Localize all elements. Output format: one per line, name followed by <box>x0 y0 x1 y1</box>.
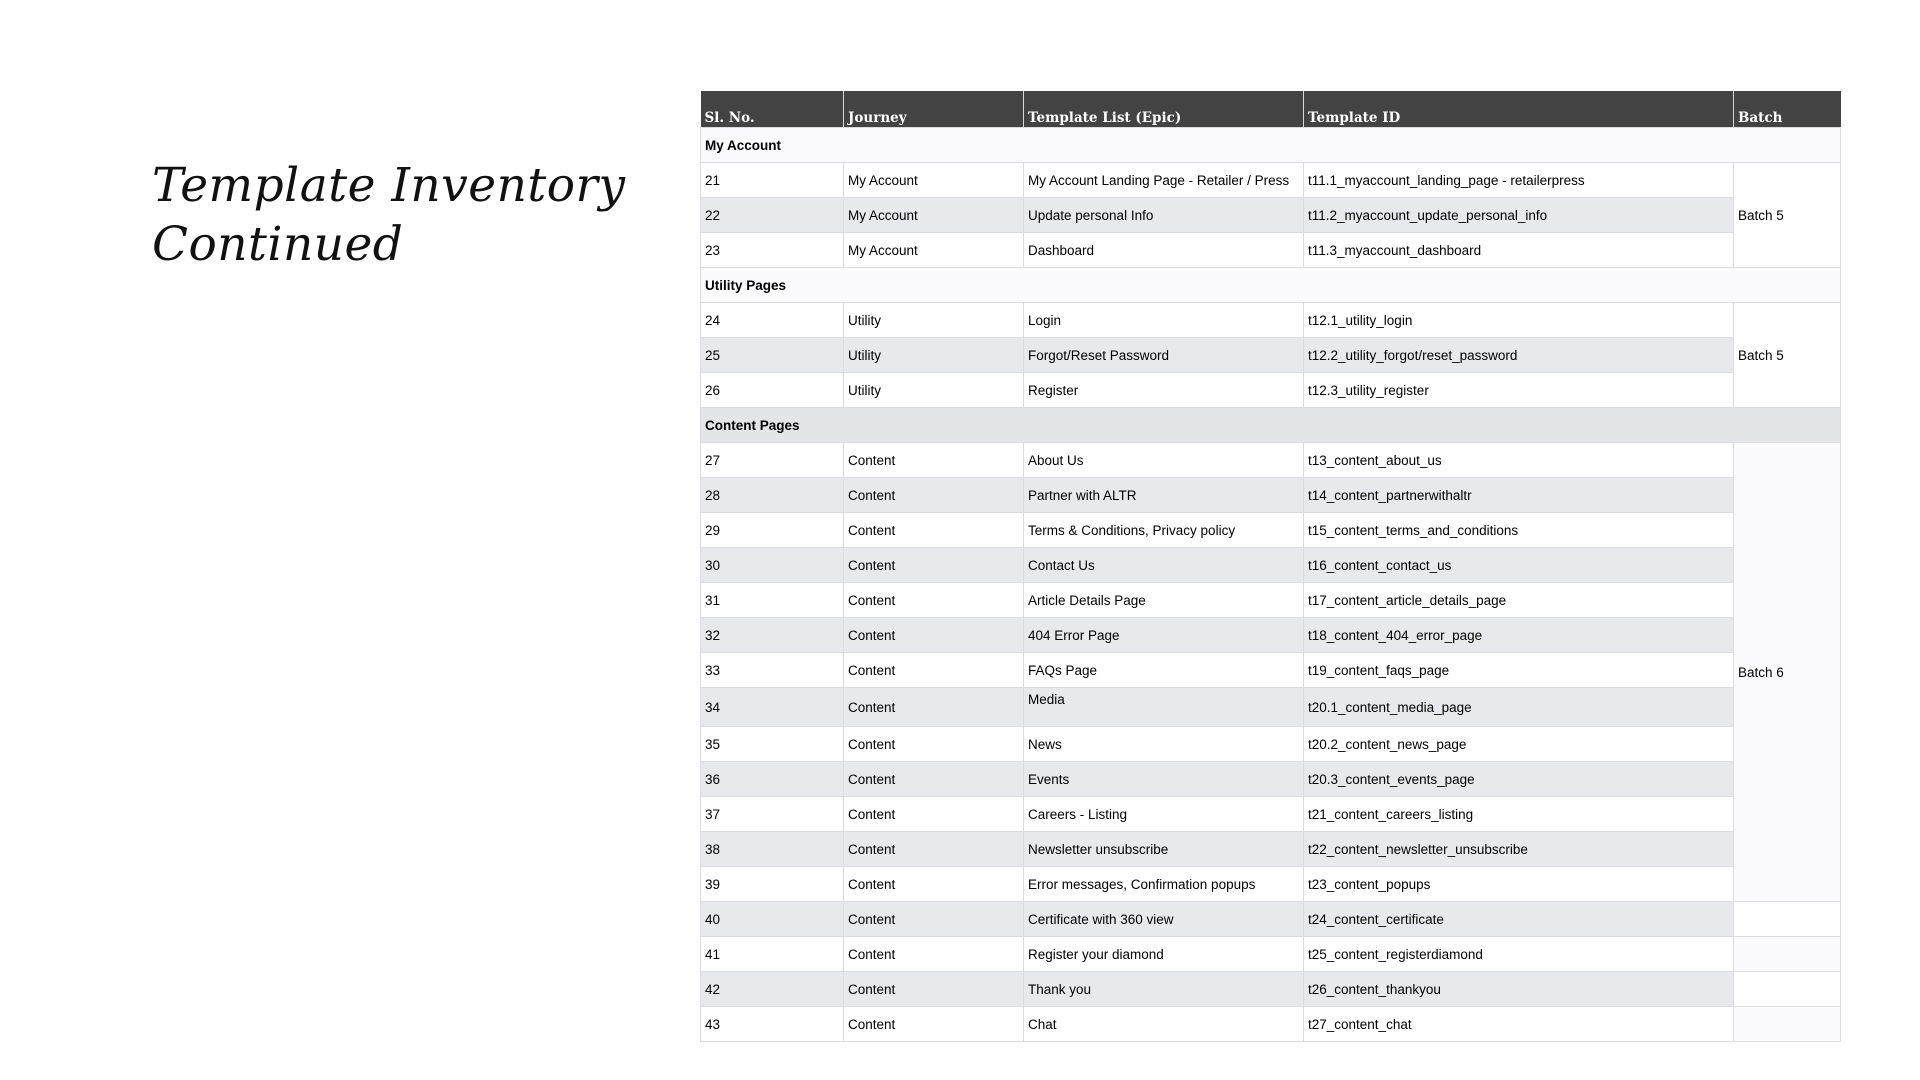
cell-sl-no: 42 <box>701 972 844 1007</box>
cell-batch: Batch 5 <box>1734 163 1841 268</box>
cell-template: Events <box>1024 762 1304 797</box>
template-inventory-table <box>700 91 1841 1042</box>
table-row <box>701 1007 1841 1042</box>
cell-batch: Batch 5 <box>1734 303 1841 408</box>
cell-template: Article Details Page <box>1024 583 1304 618</box>
cell-template: FAQs Page <box>1024 653 1304 688</box>
table-row <box>701 198 1841 233</box>
cell-journey: Content <box>844 832 1024 867</box>
cell-sl-no: 27 <box>701 443 844 478</box>
table-row <box>701 548 1841 583</box>
cell-batch-empty <box>1734 937 1841 972</box>
section-row-content-pages <box>701 408 1841 443</box>
cell-template-id: t27_content_chat <box>1304 1007 1734 1042</box>
cell-batch-empty <box>1734 902 1841 937</box>
cell-batch: Batch 6 <box>1734 443 1841 902</box>
cell-template: Register <box>1024 373 1304 408</box>
cell-batch-empty <box>1734 972 1841 1007</box>
cell-journey: Content <box>844 583 1024 618</box>
table-row <box>701 583 1841 618</box>
table-row <box>701 727 1841 762</box>
cell-sl-no: 38 <box>701 832 844 867</box>
cell-journey: Content <box>844 548 1024 583</box>
cell-template-id: t15_content_terms_and_conditions <box>1304 513 1734 548</box>
table-row <box>701 233 1841 268</box>
header-journey: Journey <box>844 91 1024 128</box>
section-label: Utility Pages <box>701 268 1841 303</box>
cell-sl-no: 29 <box>701 513 844 548</box>
cell-template-id: t20.2_content_news_page <box>1304 727 1734 762</box>
cell-journey: Content <box>844 653 1024 688</box>
cell-template-id: t19_content_faqs_page <box>1304 653 1734 688</box>
cell-template-id: t23_content_popups <box>1304 867 1734 902</box>
cell-journey: My Account <box>844 198 1024 233</box>
cell-sl-no: 36 <box>701 762 844 797</box>
cell-template: Update personal Info <box>1024 198 1304 233</box>
cell-journey: My Account <box>844 163 1024 198</box>
cell-template: Login <box>1024 303 1304 338</box>
cell-template-id: t14_content_partnerwithaltr <box>1304 478 1734 513</box>
cell-template-id: t11.1_myaccount_landing_page - retailerpress <box>1304 163 1734 198</box>
cell-journey: Content <box>844 902 1024 937</box>
table-row <box>701 338 1841 373</box>
cell-sl-no: 22 <box>701 198 844 233</box>
cell-journey: Utility <box>844 338 1024 373</box>
cell-template: Media <box>1024 688 1304 727</box>
cell-sl-no: 35 <box>701 727 844 762</box>
cell-template: Certificate with 360 view <box>1024 902 1304 937</box>
cell-template: Contact Us <box>1024 548 1304 583</box>
table-row <box>701 303 1841 338</box>
cell-template-id: t25_content_registerdiamond <box>1304 937 1734 972</box>
cell-sl-no: 39 <box>701 867 844 902</box>
cell-journey: Utility <box>844 373 1024 408</box>
cell-template-id: t11.3_myaccount_dashboard <box>1304 233 1734 268</box>
cell-journey: Content <box>844 618 1024 653</box>
cell-template: About Us <box>1024 443 1304 478</box>
cell-template-id: t20.3_content_events_page <box>1304 762 1734 797</box>
cell-sl-no: 21 <box>701 163 844 198</box>
cell-template: News <box>1024 727 1304 762</box>
cell-sl-no: 40 <box>701 902 844 937</box>
cell-journey: Content <box>844 972 1024 1007</box>
table-row <box>701 902 1841 937</box>
cell-template-id: t16_content_contact_us <box>1304 548 1734 583</box>
cell-sl-no: 33 <box>701 653 844 688</box>
slide-title-line-1: Template Inventory <box>152 158 626 213</box>
cell-journey: Content <box>844 867 1024 902</box>
cell-template-id: t11.2_myaccount_update_personal_info <box>1304 198 1734 233</box>
cell-journey: My Account <box>844 233 1024 268</box>
cell-sl-no: 24 <box>701 303 844 338</box>
table-row <box>701 972 1841 1007</box>
cell-template-id: t18_content_404_error_page <box>1304 618 1734 653</box>
cell-template: Careers - Listing <box>1024 797 1304 832</box>
cell-journey: Content <box>844 937 1024 972</box>
header-batch: Batch <box>1734 91 1841 128</box>
cell-sl-no: 34 <box>701 688 844 727</box>
table-row <box>701 832 1841 867</box>
cell-template-id: t17_content_article_details_page <box>1304 583 1734 618</box>
table-row <box>701 937 1841 972</box>
cell-template: Forgot/Reset Password <box>1024 338 1304 373</box>
header-template-list: Template List (Epic) <box>1024 91 1304 128</box>
table-row <box>701 618 1841 653</box>
table-row <box>701 797 1841 832</box>
cell-template: Terms & Conditions, Privacy policy <box>1024 513 1304 548</box>
cell-sl-no: 41 <box>701 937 844 972</box>
table-row <box>701 688 1841 727</box>
table-header <box>701 91 1841 128</box>
cell-template-id: t12.1_utility_login <box>1304 303 1734 338</box>
cell-template: Newsletter unsubscribe <box>1024 832 1304 867</box>
cell-journey: Content <box>844 478 1024 513</box>
table-row <box>701 513 1841 548</box>
header-template-id: Template ID <box>1304 91 1734 128</box>
cell-journey: Content <box>844 1007 1024 1042</box>
cell-template: My Account Landing Page - Retailer / Press <box>1024 163 1304 198</box>
table-row <box>701 443 1841 478</box>
cell-sl-no: 30 <box>701 548 844 583</box>
section-row-my-account <box>701 128 1841 163</box>
cell-sl-no: 37 <box>701 797 844 832</box>
cell-template-id: t22_content_newsletter_unsubscribe <box>1304 832 1734 867</box>
table-body <box>701 128 1841 1042</box>
cell-sl-no: 26 <box>701 373 844 408</box>
cell-template: Dashboard <box>1024 233 1304 268</box>
table-row <box>701 478 1841 513</box>
cell-sl-no: 32 <box>701 618 844 653</box>
header-sl-no: Sl. No. <box>701 91 844 128</box>
cell-template: Register your diamond <box>1024 937 1304 972</box>
cell-template: 404 Error Page <box>1024 618 1304 653</box>
cell-sl-no: 31 <box>701 583 844 618</box>
cell-template-id: t24_content_certificate <box>1304 902 1734 937</box>
cell-sl-no: 23 <box>701 233 844 268</box>
cell-journey: Content <box>844 727 1024 762</box>
table-row <box>701 653 1841 688</box>
table-row <box>701 163 1841 198</box>
cell-journey: Content <box>844 513 1024 548</box>
cell-template: Error messages, Confirmation popups <box>1024 867 1304 902</box>
cell-journey: Utility <box>844 303 1024 338</box>
table-row <box>701 373 1841 408</box>
cell-batch-empty <box>1734 1007 1841 1042</box>
cell-template: Partner with ALTR <box>1024 478 1304 513</box>
cell-template: Chat <box>1024 1007 1304 1042</box>
cell-template-id: t26_content_thankyou <box>1304 972 1734 1007</box>
cell-journey: Content <box>844 443 1024 478</box>
cell-template-id: t21_content_careers_listing <box>1304 797 1734 832</box>
slide-title-line-2: Continued <box>152 217 404 272</box>
header-row <box>701 91 1841 128</box>
slide-title <box>152 156 626 274</box>
table-row <box>701 762 1841 797</box>
cell-template-id: t13_content_about_us <box>1304 443 1734 478</box>
cell-sl-no: 25 <box>701 338 844 373</box>
cell-journey: Content <box>844 797 1024 832</box>
cell-sl-no: 43 <box>701 1007 844 1042</box>
section-row-utility-pages <box>701 268 1841 303</box>
cell-template-id: t20.1_content_media_page <box>1304 688 1734 727</box>
section-label: Content Pages <box>701 408 1841 443</box>
section-label: My Account <box>701 128 1841 163</box>
table-row <box>701 867 1841 902</box>
cell-sl-no: 28 <box>701 478 844 513</box>
cell-journey: Content <box>844 688 1024 727</box>
cell-template: Thank you <box>1024 972 1304 1007</box>
cell-template-id: t12.3_utility_register <box>1304 373 1734 408</box>
cell-journey: Content <box>844 762 1024 797</box>
cell-template-id: t12.2_utility_forgot/reset_password <box>1304 338 1734 373</box>
